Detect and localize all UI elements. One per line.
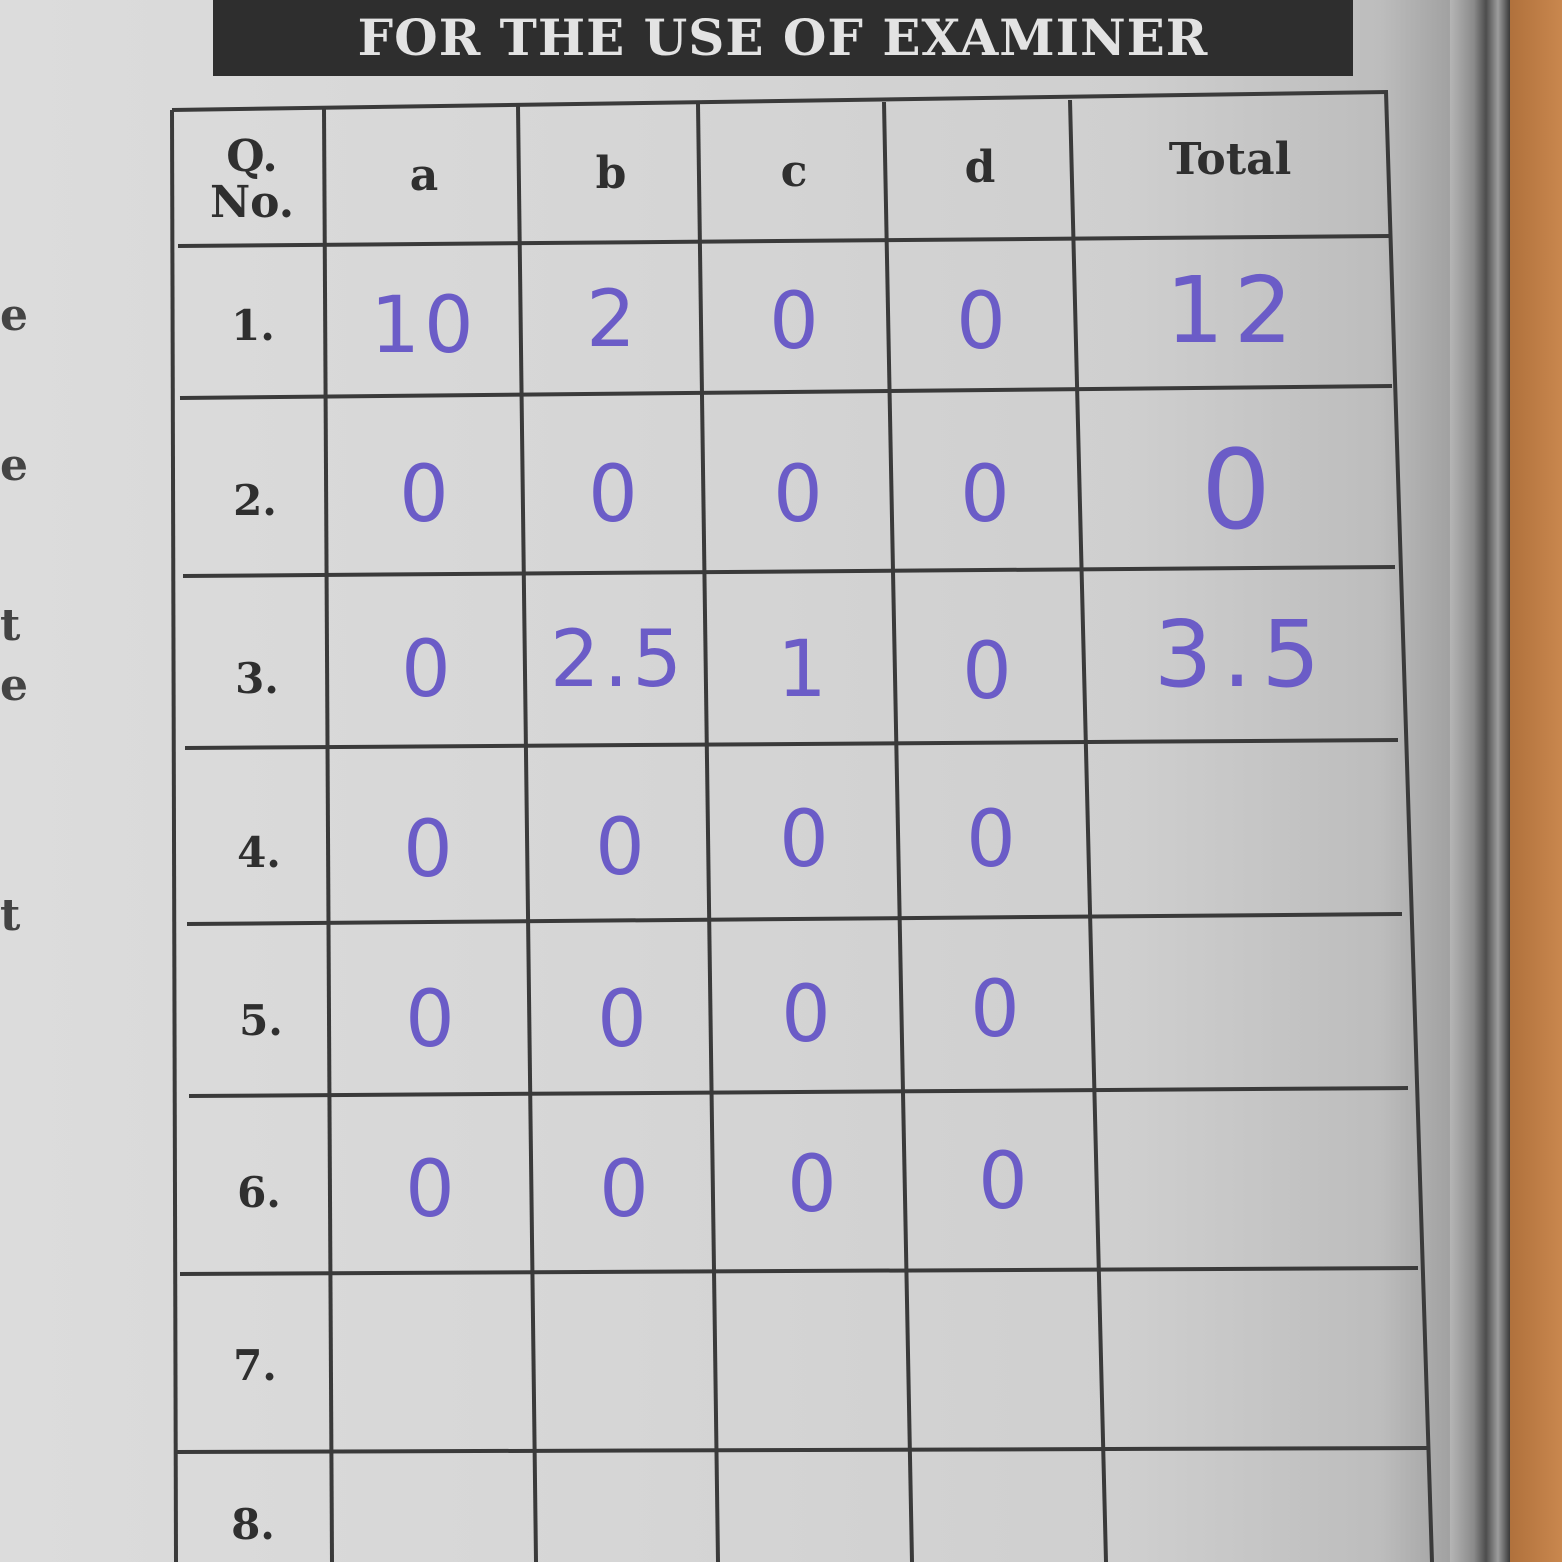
column-header-c: c (780, 145, 808, 197)
mark-cell: 0 (595, 803, 649, 893)
mark-cell: 0 (970, 965, 1024, 1055)
mark-cell: 0 (588, 450, 642, 540)
mark-cell: 0 (597, 975, 651, 1065)
mark-cell: 0 (599, 1145, 653, 1235)
question-number: 6. (237, 1167, 281, 1217)
mark-cell: 0 (781, 970, 835, 1060)
column-header-d: d (964, 141, 996, 193)
total-cell (1104, 1098, 1416, 1258)
total-cell: 12 (1165, 256, 1303, 364)
mark-cell: 0 (773, 450, 827, 540)
total-cell (1090, 750, 1400, 910)
mark-cell: 0 (399, 450, 453, 540)
total-cell: 3.5 (1153, 600, 1331, 708)
mark-cell: 0 (779, 795, 833, 885)
column-header-total: Total (1168, 133, 1292, 185)
question-number: 5. (239, 995, 283, 1045)
margin-letter: e (0, 290, 28, 341)
question-number: 8. (231, 1500, 275, 1549)
margin-letter: t (0, 600, 21, 651)
column-header-qno: Q. No. (209, 130, 295, 228)
mark-cell: 0 (978, 1137, 1032, 1227)
mark-cell: 0 (403, 805, 457, 895)
mark-cell: 1 (777, 625, 831, 715)
mark-cell: 0 (787, 1140, 841, 1230)
question-number: 3. (235, 653, 279, 703)
margin-letter: e (0, 660, 28, 711)
question-number: 7. (233, 1340, 277, 1390)
mark-cell: 0 (401, 625, 455, 715)
margin-letter: e (0, 440, 28, 491)
mark-cell: 0 (966, 795, 1020, 885)
mark-cell: 0 (405, 1145, 459, 1235)
total-cell (1094, 924, 1406, 1084)
mark-cell: 0 (956, 277, 1010, 367)
mark-cell: 0 (962, 627, 1016, 717)
total-cell: 0 (1201, 426, 1275, 554)
column-header-b: b (595, 147, 627, 199)
column-header-a: a (409, 149, 439, 201)
mark-cell: 0 (405, 975, 459, 1065)
mark-cell: 2 (586, 275, 640, 365)
examiner-header: FOR THE USE OF EXAMINER (213, 0, 1353, 76)
mark-cell: 0 (769, 277, 823, 367)
mark-cell: 10 (370, 281, 478, 371)
mark-cell: 2.5 (549, 615, 687, 705)
mark-cell: 0 (960, 450, 1014, 540)
margin-letter: t (0, 890, 21, 941)
question-number: 2. (233, 475, 277, 525)
question-number: 4. (237, 827, 281, 877)
question-number: 1. (231, 300, 275, 350)
